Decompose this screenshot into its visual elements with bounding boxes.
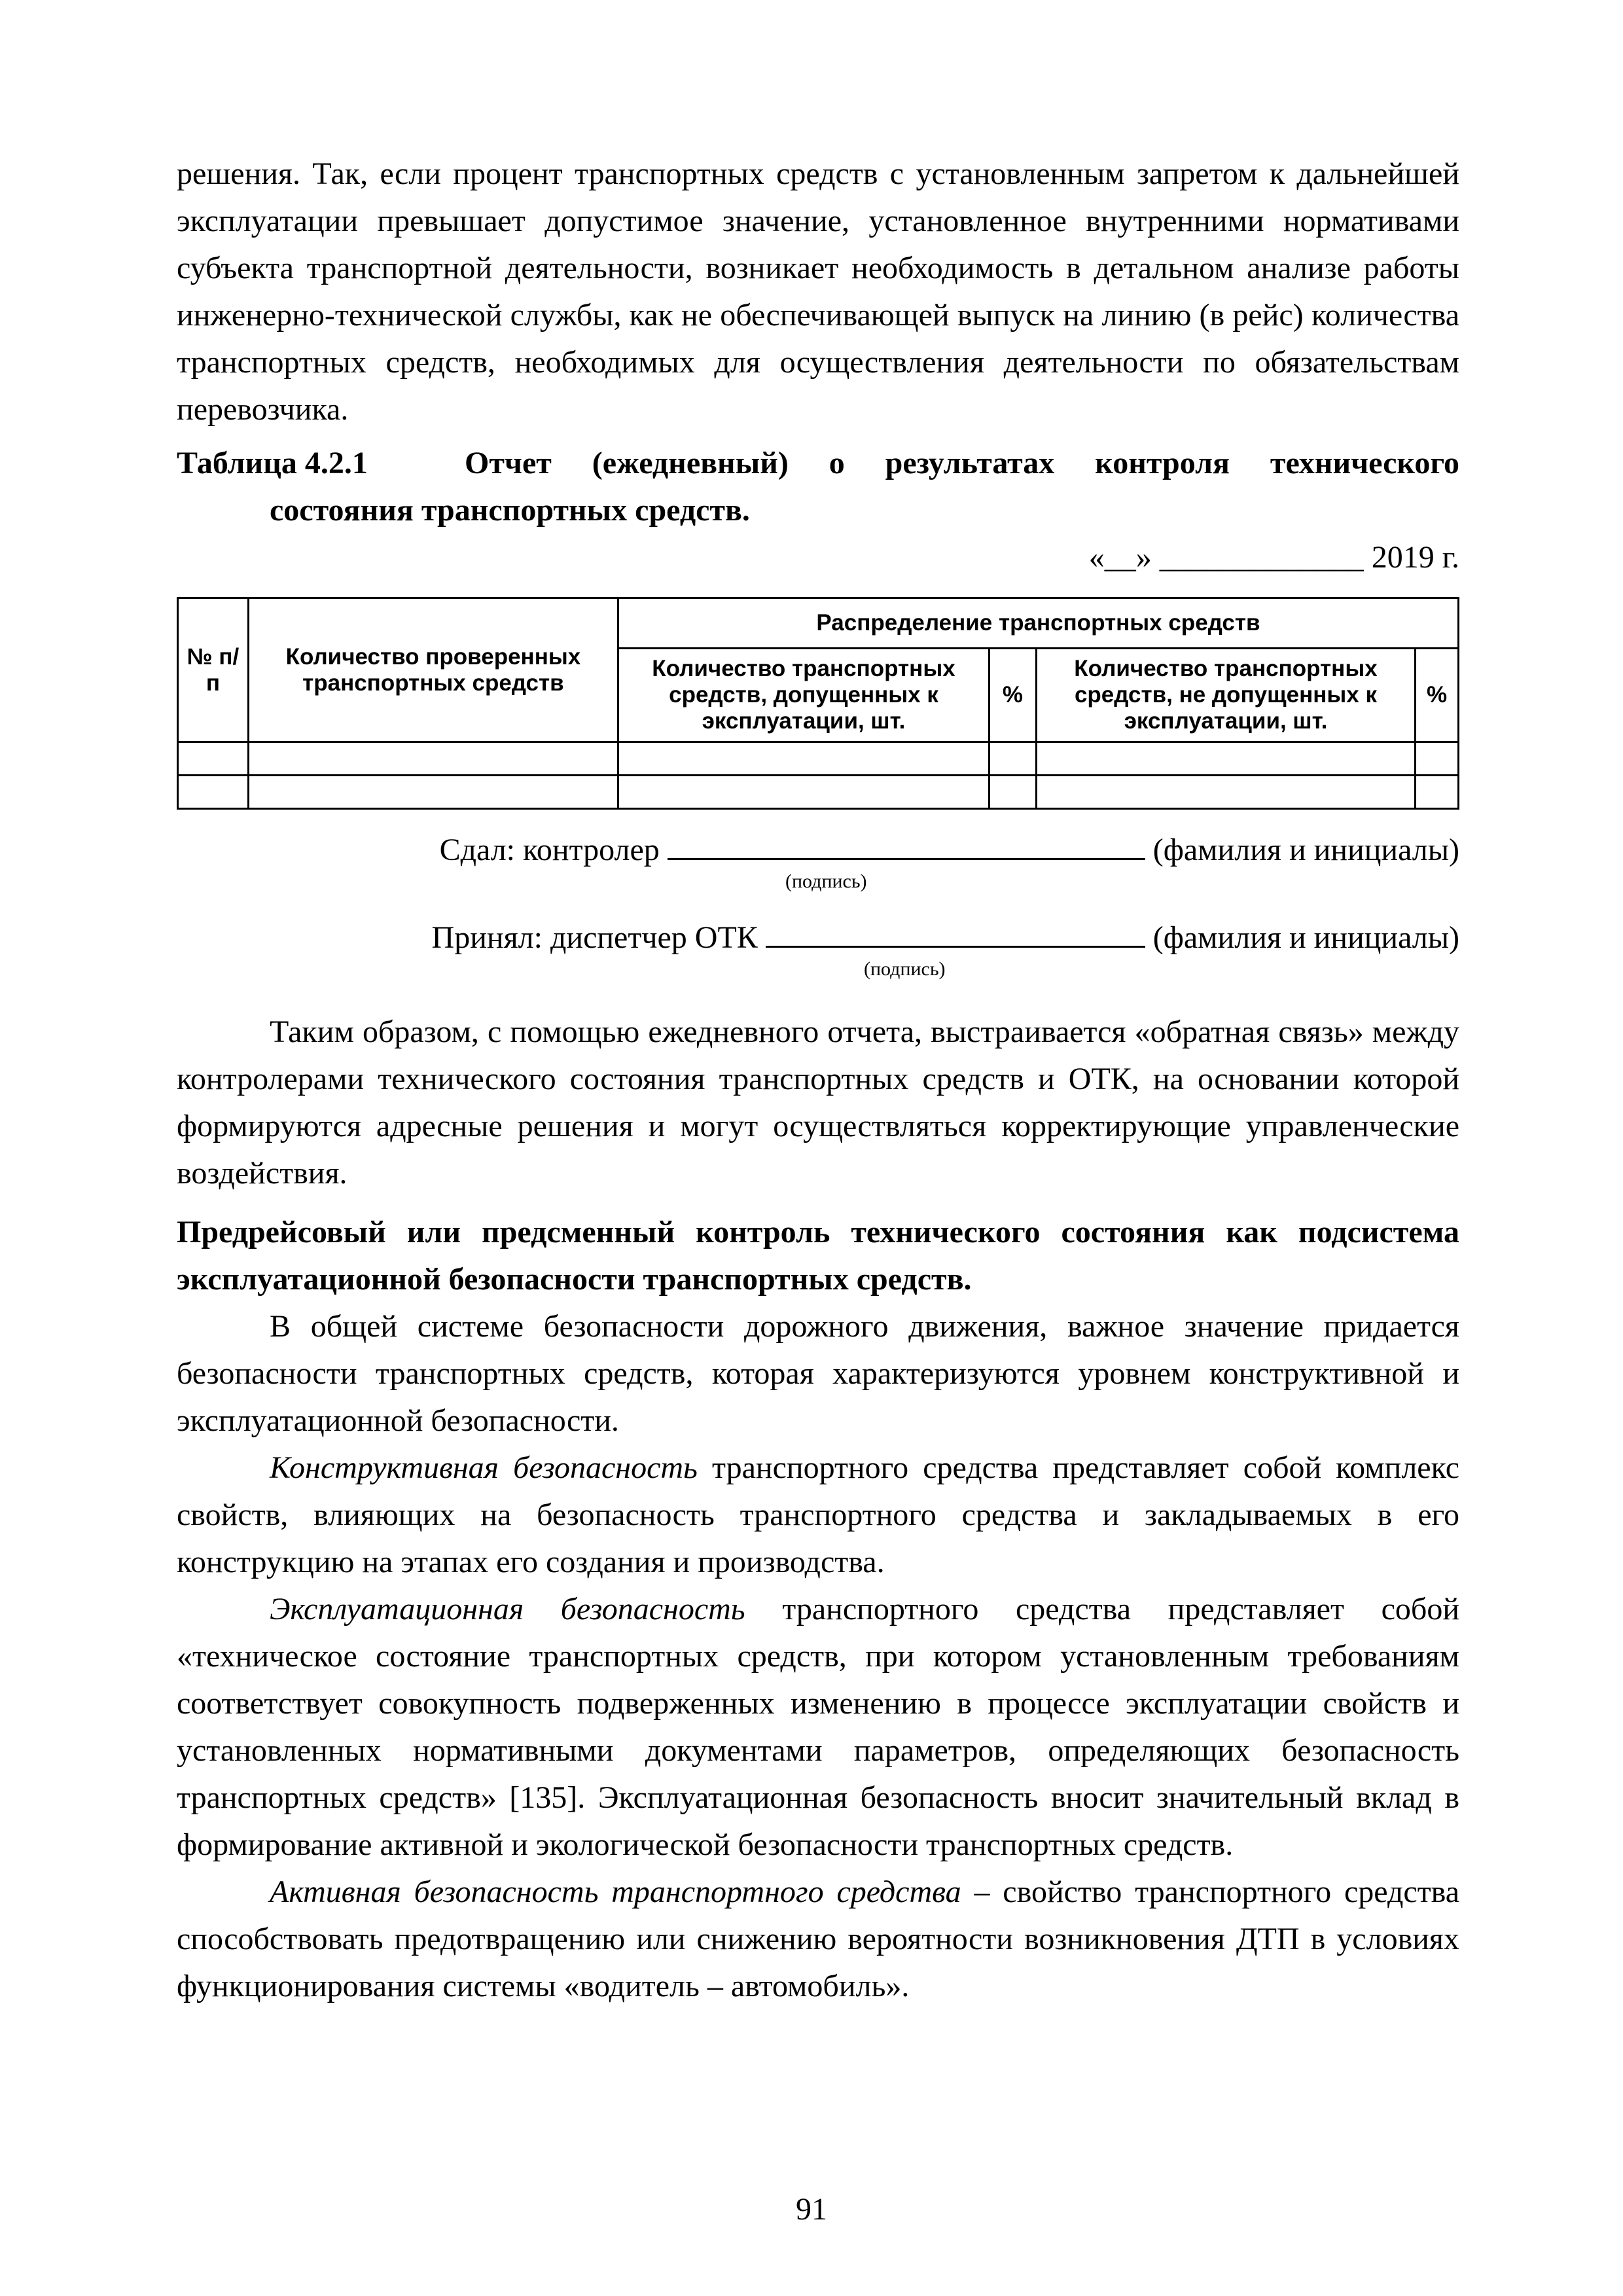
section-heading: Предрейсовый или предсменный контроль технического состояния как подсистема эксплуатационной безопасности транспортных средств. [177,1215,1459,1297]
term-active: Активная безопасность транспортного средства [270,1874,961,1909]
handed-label: Сдал: контролер [439,833,660,867]
header-pct-admitted: % [990,649,1037,742]
page-number: 91 [796,2192,827,2227]
handed-signature-blank [668,829,1145,860]
table-cell [248,742,618,776]
text-constructive: транспортного средства представляет собой комплекс свойств, влияющих на безопасность транспортного средства и закладываемых в его конструкцию на этапах его создания и производства. [177,1450,1460,1579]
text-operational: транспортного средства представляет собой «техническое состояние транспортных средств, при котором установленным требованиям соответствует совокупность подверженных изменению в процессе эксплуатации свойств и установленных нормативными документами параметров, определяющих безопасность транспортных средств» [135]. Эксплуатационная безопасность вносит значительный вклад в формирование активной и экологической безопасности транспортных средств. [177,1592,1460,1862]
table-row [178,742,1459,776]
header-num: № п/п [178,598,249,742]
paragraph-general: В общей системе безопасности дорожного движения, важное значение придается безопасности транспортных средств, которая характеризуются уровнем конструктивной и эксплуатационной безопасности. [177,1309,1459,1438]
table-cell [248,776,618,809]
report-date-line: «__» _____________ 2019 г. [1088,540,1459,575]
accepted-sign-caption: (подпись) [864,958,946,980]
header-distribution: Распределение транспортных средств [618,598,1458,649]
table-cell [1036,742,1415,776]
accepted-signature-blank [766,917,1145,948]
table-caption-number: Таблица 4.2.1 [177,446,368,480]
signature-handed [177,810,1459,908]
handed-suffix: (фамилия и инициалы) [1152,833,1459,867]
header-checked: Количество проверенных транспортных средств [248,598,618,742]
table-cell [990,742,1037,776]
paragraph-active [177,1869,1459,2010]
report-table [177,597,1459,810]
table-caption-title: Отчет (ежедневный) о результатах контроля технического [465,446,1459,480]
table-cell [178,776,249,809]
document-page [177,151,1459,2010]
intro-paragraph: решения. Так, если процент транспортных средств с установленным запретом к дальнейшей эксплуатации превышает допустимое значение, установленное внутренними нормативами субъекта транспортной деятельности, возникает необходимость в детальном анализе работы инженерно-технической службы, как не обеспечивающей выпуск на линию (в рейс) количества транспортных средств, необходимых для осуществления деятельности по обязательствам перевозчика. [177,156,1459,427]
accepted-label: Принял: диспетчер ОТК [431,920,758,955]
table-cell [990,776,1037,809]
table-row [178,776,1459,809]
header-admitted: Количество транспортных средств, допущенных к эксплуатации, шт. [618,649,989,742]
term-operational: Эксплуатационная безопасность [270,1592,745,1626]
paragraph-operational [177,1586,1459,1869]
table-cell [1036,776,1415,809]
conclusion-paragraph: Таким образом, с помощью ежедневного отчета, выстраивается «обратная связь» между контролерами технического состояния транспортных средств и ОТК, на основании которой формируются адресные решения и могут осуществляться корректирующие управленческие воздействия. [177,1014,1459,1191]
accepted-suffix: (фамилия и инициалы) [1152,920,1459,955]
table-caption-title-cont: состояния транспортных средств. [270,493,750,528]
header-pct-not-admitted: % [1416,649,1459,742]
table-cell [1416,742,1459,776]
term-constructive: Конструктивная безопасность [270,1450,698,1485]
table-cell [618,742,989,776]
paragraph-constructive [177,1444,1459,1586]
table-cell [618,776,989,809]
text-active: – свойство транспортного средства способствовать предотвращению или снижению вероятности возникновения ДТП в условиях функционирования системы «водитель – автомобиль». [177,1874,1460,2003]
handed-sign-caption: (подпись) [785,870,867,892]
header-not-admitted: Количество транспортных средств, не допущенных к эксплуатации, шт. [1036,649,1415,742]
table-cell [1416,776,1459,809]
signature-accepted [177,897,1459,996]
table-caption [177,440,1459,487]
table-cell [178,742,249,776]
